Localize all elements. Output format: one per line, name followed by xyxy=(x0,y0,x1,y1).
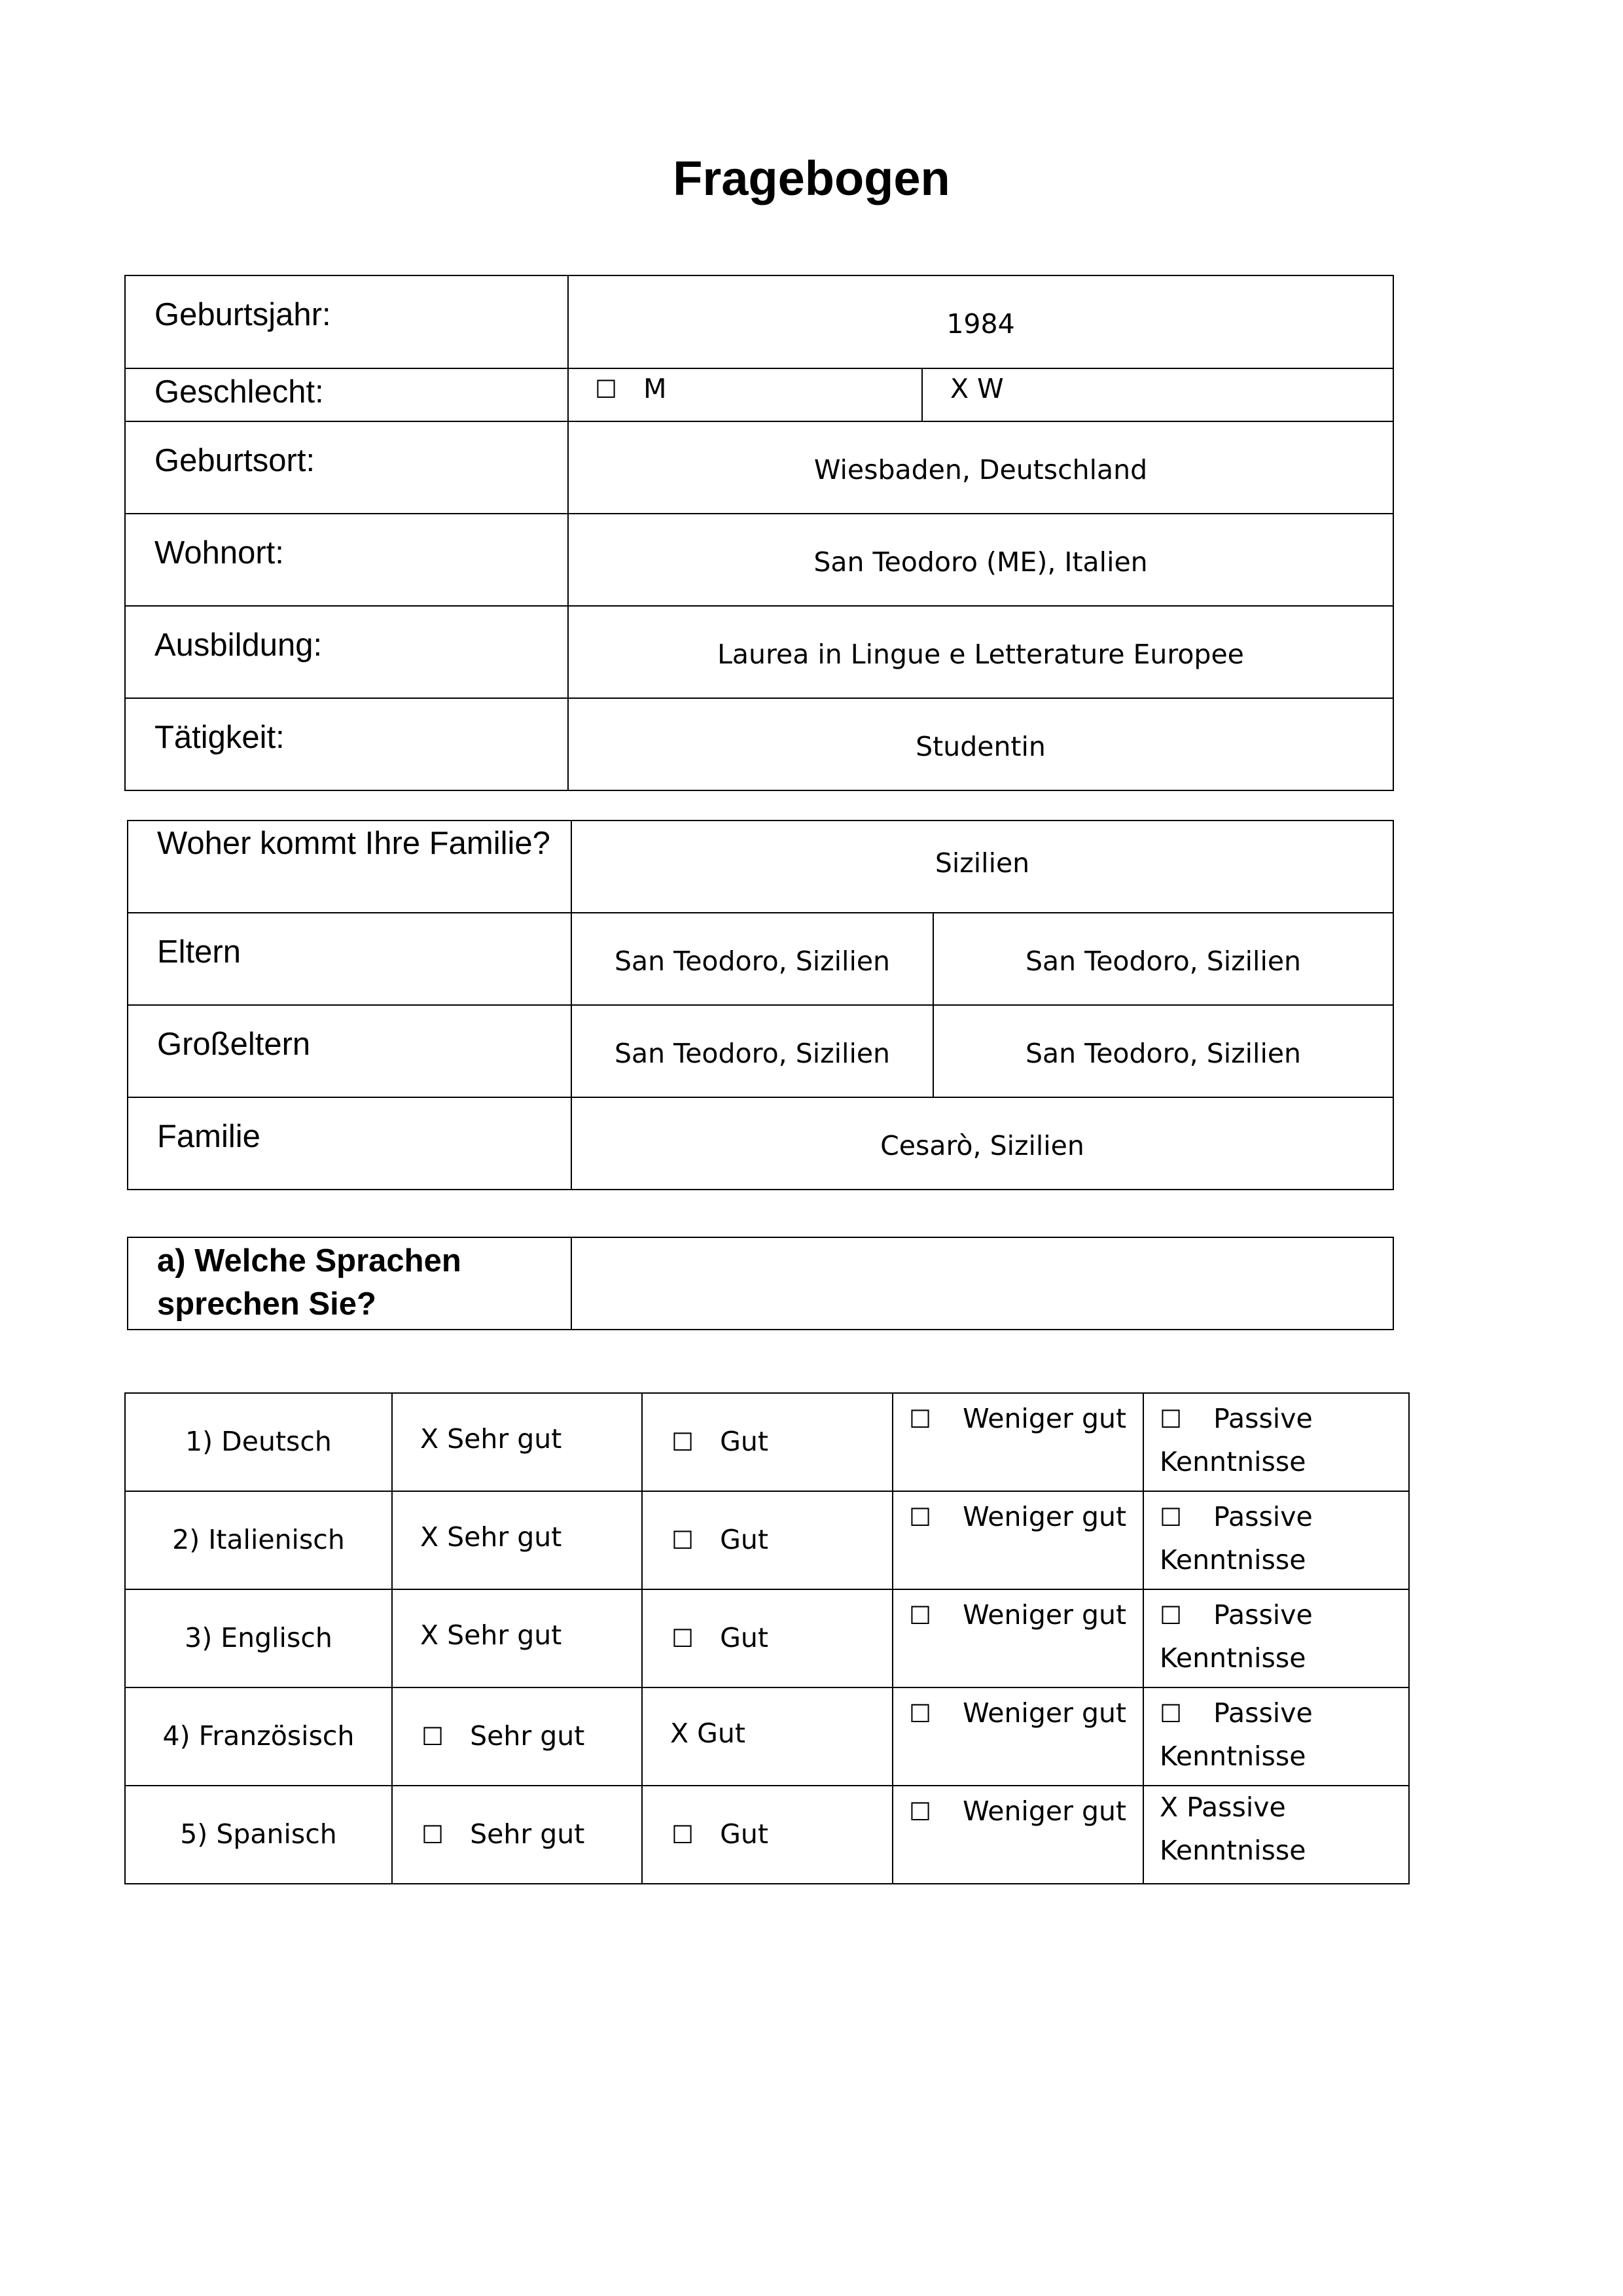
option-label: Weniger gut xyxy=(963,1403,1127,1434)
option-label: Passive Kenntnisse xyxy=(1160,1403,1313,1477)
checkbox-empty-icon: ☐ xyxy=(1160,1405,1183,1434)
gender-option-m[interactable] xyxy=(568,368,922,421)
gender-label: Geschlecht: xyxy=(125,368,568,421)
education-label: Ausbildung: xyxy=(125,606,568,698)
option-label: Gut xyxy=(720,1524,768,1556)
option-gut[interactable] xyxy=(642,1491,893,1589)
residence-label: Wohnort: xyxy=(125,514,568,606)
option-weniger-gut[interactable] xyxy=(893,1393,1143,1491)
family-value: Cesarò, Sizilien xyxy=(571,1097,1393,1190)
birth-year-value: 1984 xyxy=(568,275,1393,368)
family-origin-value: Sizilien xyxy=(571,821,1393,913)
languages-question-label: a) Welche Sprachen sprechen Sie? xyxy=(128,1237,571,1330)
option-gut[interactable] xyxy=(642,1786,893,1884)
grandparents-value-2: San Teodoro, Sizilien xyxy=(933,1005,1393,1097)
checkbox-empty-icon: ☐ xyxy=(671,1428,694,1457)
checkbox-empty-icon: ☐ xyxy=(909,1797,932,1826)
row-gender xyxy=(125,368,1393,421)
birthplace-label: Geburtsort: xyxy=(125,421,568,514)
page-title: Fragebogen xyxy=(673,151,950,205)
language-name: 4) Französisch xyxy=(125,1687,392,1786)
language-row xyxy=(125,1786,1409,1884)
language-name: 5) Spanisch xyxy=(125,1786,392,1884)
option-label: Weniger gut xyxy=(963,1795,1127,1827)
option-passive[interactable] xyxy=(1143,1393,1409,1491)
row-parents xyxy=(128,913,1393,1005)
option-gut[interactable] xyxy=(642,1393,893,1491)
education-value: Laurea in Lingue e Letterature Europee xyxy=(568,606,1393,698)
grandparents-label: Großeltern xyxy=(128,1005,571,1097)
option-sehr-gut[interactable] xyxy=(392,1786,642,1884)
option-sehr-gut[interactable]: X Sehr gut xyxy=(392,1589,642,1687)
occupation-label: Tätigkeit: xyxy=(125,698,568,790)
option-label: Gut xyxy=(720,1426,768,1458)
option-weniger-gut[interactable] xyxy=(893,1687,1143,1786)
languages-question-table xyxy=(127,1237,1394,1330)
option-label: Weniger gut xyxy=(963,1599,1127,1631)
checkbox-empty-icon: ☐ xyxy=(421,1722,444,1752)
row-birthplace xyxy=(125,421,1393,514)
option-label: Gut xyxy=(720,1818,768,1850)
personal-data-table xyxy=(124,275,1394,791)
option-label: Sehr gut xyxy=(470,1818,585,1850)
row-birth-year xyxy=(125,275,1393,368)
option-weniger-gut[interactable] xyxy=(893,1786,1143,1884)
checkbox-empty-icon: ☐ xyxy=(1160,1601,1183,1630)
option-passive[interactable] xyxy=(1143,1687,1409,1786)
birthplace-value: Wiesbaden, Deutschland xyxy=(568,421,1393,514)
option-sehr-gut[interactable]: X Sehr gut xyxy=(392,1491,642,1589)
language-name: 1) Deutsch xyxy=(125,1393,392,1491)
row-family-origin xyxy=(128,821,1393,913)
checkbox-empty-icon: ☐ xyxy=(595,375,618,404)
checkbox-empty-icon: ☐ xyxy=(909,1699,932,1728)
language-name: 3) Englisch xyxy=(125,1589,392,1687)
checkbox-empty-icon: ☐ xyxy=(909,1405,932,1434)
checkbox-empty-icon: ☐ xyxy=(909,1601,932,1630)
language-row xyxy=(125,1491,1409,1589)
checkbox-empty-icon: ☐ xyxy=(1160,1699,1183,1728)
gender-option-w[interactable]: X W xyxy=(922,368,1393,421)
language-levels-table xyxy=(124,1392,1410,1884)
option-sehr-gut[interactable]: X Sehr gut xyxy=(392,1393,642,1491)
language-name: 2) Italienisch xyxy=(125,1491,392,1589)
checkbox-empty-icon: ☐ xyxy=(671,1526,694,1555)
parents-value-2: San Teodoro, Sizilien xyxy=(933,913,1393,1005)
checkbox-empty-icon: ☐ xyxy=(421,1820,444,1850)
birth-year-label: Geburtsjahr: xyxy=(125,275,568,368)
grandparents-value-1: San Teodoro, Sizilien xyxy=(571,1005,933,1097)
checkbox-empty-icon: ☐ xyxy=(909,1503,932,1532)
checkbox-empty-icon: ☐ xyxy=(671,1624,694,1653)
option-weniger-gut[interactable] xyxy=(893,1589,1143,1687)
option-weniger-gut[interactable] xyxy=(893,1491,1143,1589)
row-grandparents xyxy=(128,1005,1393,1097)
checkbox-empty-icon: ☐ xyxy=(671,1820,694,1850)
row-family xyxy=(128,1097,1393,1190)
gender-m-label: M xyxy=(643,373,667,404)
language-row xyxy=(125,1393,1409,1491)
option-label: Passive Kenntnisse xyxy=(1160,1501,1313,1576)
option-passive[interactable]: X Passive Kenntnisse xyxy=(1143,1786,1409,1884)
parents-value-1: San Teodoro, Sizilien xyxy=(571,913,933,1005)
row-education xyxy=(125,606,1393,698)
option-passive[interactable] xyxy=(1143,1491,1409,1589)
languages-answer-field[interactable] xyxy=(571,1237,1393,1330)
option-label: Passive Kenntnisse xyxy=(1160,1697,1313,1772)
language-row xyxy=(125,1687,1409,1786)
option-label: Passive Kenntnisse xyxy=(1160,1599,1313,1674)
option-passive[interactable] xyxy=(1143,1589,1409,1687)
language-row xyxy=(125,1589,1409,1687)
option-gut[interactable]: X Gut xyxy=(642,1687,893,1786)
checkbox-empty-icon: ☐ xyxy=(1160,1503,1183,1532)
option-label: Gut xyxy=(720,1622,768,1654)
residence-value: San Teodoro (ME), Italien xyxy=(568,514,1393,606)
option-label: Weniger gut xyxy=(963,1501,1127,1532)
row-residence xyxy=(125,514,1393,606)
family-table xyxy=(127,820,1394,1190)
option-gut[interactable] xyxy=(642,1589,893,1687)
option-label: Weniger gut xyxy=(963,1697,1127,1729)
family-label: Familie xyxy=(128,1097,571,1190)
parents-label: Eltern xyxy=(128,913,571,1005)
family-origin-label: Woher kommt Ihre Familie? xyxy=(128,821,571,913)
row-occupation xyxy=(125,698,1393,790)
occupation-value: Studentin xyxy=(568,698,1393,790)
option-sehr-gut[interactable] xyxy=(392,1687,642,1786)
option-label: Sehr gut xyxy=(470,1720,585,1752)
